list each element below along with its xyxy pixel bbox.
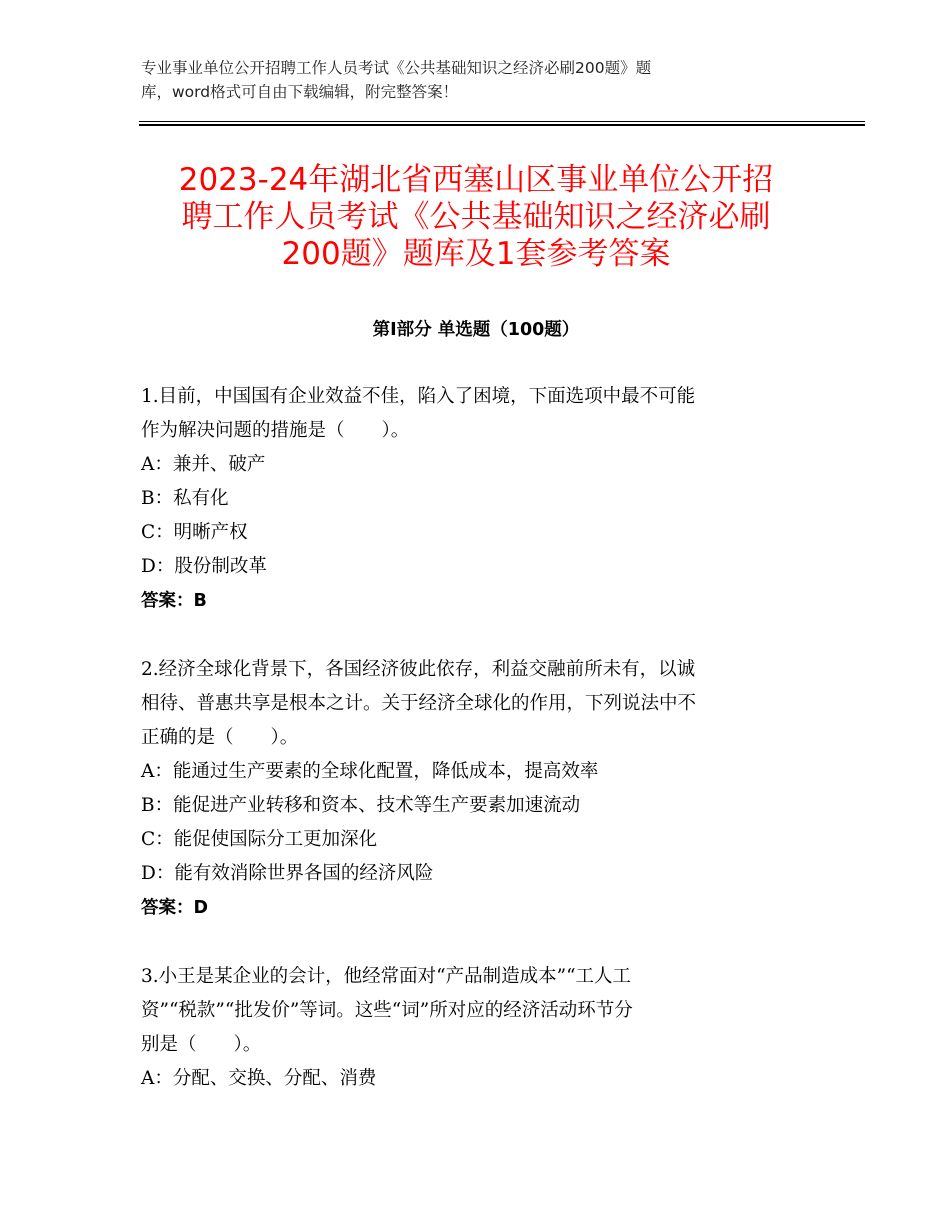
question-3: [141, 960, 806, 1096]
question-text: 作为解决问题的措施是（ ）。: [141, 420, 410, 441]
header-divider: [139, 121, 865, 122]
title-line: 聘工作人员考试《公共基础知识之经济必刷: [181, 199, 771, 235]
question-text: 1.目前，中国国有企业效益不佳，陷入了困境，下面选项中最不可能: [141, 386, 696, 407]
question-text: 正确的是（ ）。: [141, 727, 299, 748]
answer: 答案：D: [141, 898, 209, 918]
option-b: B：私有化: [141, 488, 229, 509]
option-d: D：股份制改革: [141, 556, 267, 577]
option-a: A：分配、交换、分配、消费: [141, 1068, 377, 1089]
option-c: C：能促使国际分工更加深化: [141, 829, 378, 850]
question-text: 资”“税款”“批发价”等词。这些“词”所对应的经济活动环节分: [141, 1000, 633, 1021]
question-text: 3.小王是某企业的会计，他经常面对“产品制造成本”“工人工: [141, 966, 632, 987]
question-1: [141, 380, 806, 618]
option-d: D：能有效消除世界各国的经济风险: [141, 863, 434, 884]
question-text: 2.经济全球化背景下，各国经济彼此依存，利益交融前所未有，以诚: [141, 659, 696, 680]
title-line: 2023-24年湖北省西塞山区事业单位公开招: [178, 162, 774, 198]
header-line: 专业事业单位公开招聘工作人员考试《公共基础知识之经济必刷200题》题: [141, 59, 652, 77]
document-header: [141, 56, 761, 104]
answer: 答案：B: [141, 591, 207, 611]
option-c: C：明晰产权: [141, 522, 248, 543]
document-title: [140, 162, 812, 273]
header-line: 库，word格式可自由下载编辑，附完整答案！: [141, 83, 459, 101]
option-a: A：兼并、破产: [141, 454, 266, 475]
title-line: 200题》题库及1套参考答案: [281, 236, 671, 272]
question-2: [141, 653, 806, 925]
section-heading: 第I部分 单选题（100题）: [372, 320, 580, 340]
option-a: A：能通过生产要素的全球化配置，降低成本，提高效率: [141, 761, 599, 782]
question-text: 别是（ ）。: [141, 1034, 262, 1055]
option-b: B：能促进产业转移和资本、技术等生产要素加速流动: [141, 795, 581, 816]
header-divider-thick: [139, 124, 865, 126]
question-text: 相待、普惠共享是根本之计。关于经济全球化的作用，下列说法中不: [141, 693, 697, 714]
